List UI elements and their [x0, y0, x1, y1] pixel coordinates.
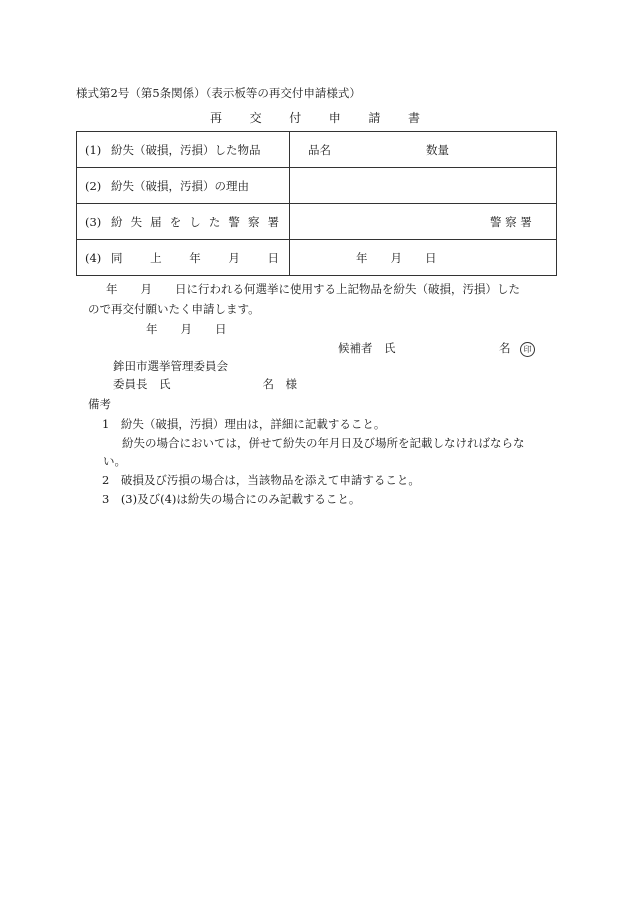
- row1-label-cell: [77, 132, 290, 168]
- seal-icon: 印: [520, 342, 535, 357]
- police-station-suffix: 警 察 署: [490, 215, 532, 229]
- row4-value-cell[interactable]: [290, 240, 557, 276]
- date-value: 年 月 日: [356, 251, 437, 265]
- row-label: 紛失（破損，汚損）の理由: [111, 178, 249, 193]
- label-char: 届: [150, 214, 162, 229]
- row2-value-cell[interactable]: [290, 168, 557, 204]
- application-table: [76, 131, 557, 276]
- label-char: 同: [111, 250, 123, 265]
- title-char: 再: [210, 111, 223, 125]
- note-item-continuation: 紛失の場合においては，併せて紛失の年月日及び場所を記載しなければならな: [122, 436, 525, 450]
- label-char: 月: [228, 250, 240, 265]
- row2-label-cell: [77, 168, 290, 204]
- row-number: (1): [85, 142, 102, 157]
- row-number: (2): [85, 178, 102, 193]
- note-item: 3 (3)及び(4)は紛失の場合にのみ記載すること。: [102, 492, 361, 506]
- document-title: [210, 109, 420, 126]
- label-char: 警: [228, 214, 240, 229]
- label-char: 失: [130, 214, 143, 229]
- form-number: 様式第2号（第5条関係）（表示板等の再交付申請様式）: [76, 86, 361, 100]
- table-row: [77, 132, 557, 168]
- label-char: 年: [189, 250, 201, 265]
- row-label: 紛失（破損，汚損）した物品: [111, 142, 261, 157]
- quantity-label: 数量: [426, 143, 449, 157]
- candidate-signature-line: [338, 340, 535, 357]
- label-char: 署: [267, 214, 279, 229]
- label-char: し: [189, 214, 201, 229]
- note-item-continuation: い。: [103, 454, 126, 468]
- label-char: 日: [267, 250, 279, 265]
- request-paragraph-line1: 年 月 日に行われる何選挙に使用する上記物品を紛失（破損，汚損）した: [106, 282, 520, 296]
- label-char: た: [208, 214, 221, 229]
- row-number: (4): [85, 250, 102, 265]
- title-char: 付: [289, 111, 302, 125]
- notes-heading: 備考: [88, 397, 111, 411]
- table-row: [77, 168, 557, 204]
- application-date: 年 月 日: [146, 322, 227, 336]
- row3-label-cell: [77, 204, 290, 240]
- title-char: 請: [368, 111, 381, 125]
- row4-label-cell: [77, 240, 290, 276]
- label-char: 察: [247, 214, 260, 229]
- row1-value-cell[interactable]: [290, 132, 557, 168]
- candidate-label: 候補者 氏 名: [338, 341, 511, 355]
- note-item: 1 紛失（破損，汚損）理由は，詳細に記載すること。: [102, 417, 386, 431]
- title-char: 書: [407, 111, 420, 125]
- chairman-line: 委員長 氏 名 様: [113, 377, 297, 391]
- label-char: 紛: [111, 214, 123, 229]
- item-name-label: 品名: [308, 143, 331, 157]
- note-item: 2 破損及び汚損の場合は，当該物品を添えて申請すること。: [102, 473, 420, 487]
- row-number: (3): [85, 214, 102, 229]
- committee-name: 鉾田市選挙管理委員会: [113, 359, 228, 373]
- request-paragraph-line2: ので再交付願いたく申請します。: [88, 302, 260, 316]
- label-char: を: [169, 214, 182, 229]
- title-char: 交: [249, 111, 262, 125]
- table-row: [77, 204, 557, 240]
- row3-value-cell[interactable]: [290, 204, 557, 240]
- table-row: [77, 240, 557, 276]
- title-char: 申: [328, 111, 341, 125]
- label-char: 上: [150, 250, 162, 265]
